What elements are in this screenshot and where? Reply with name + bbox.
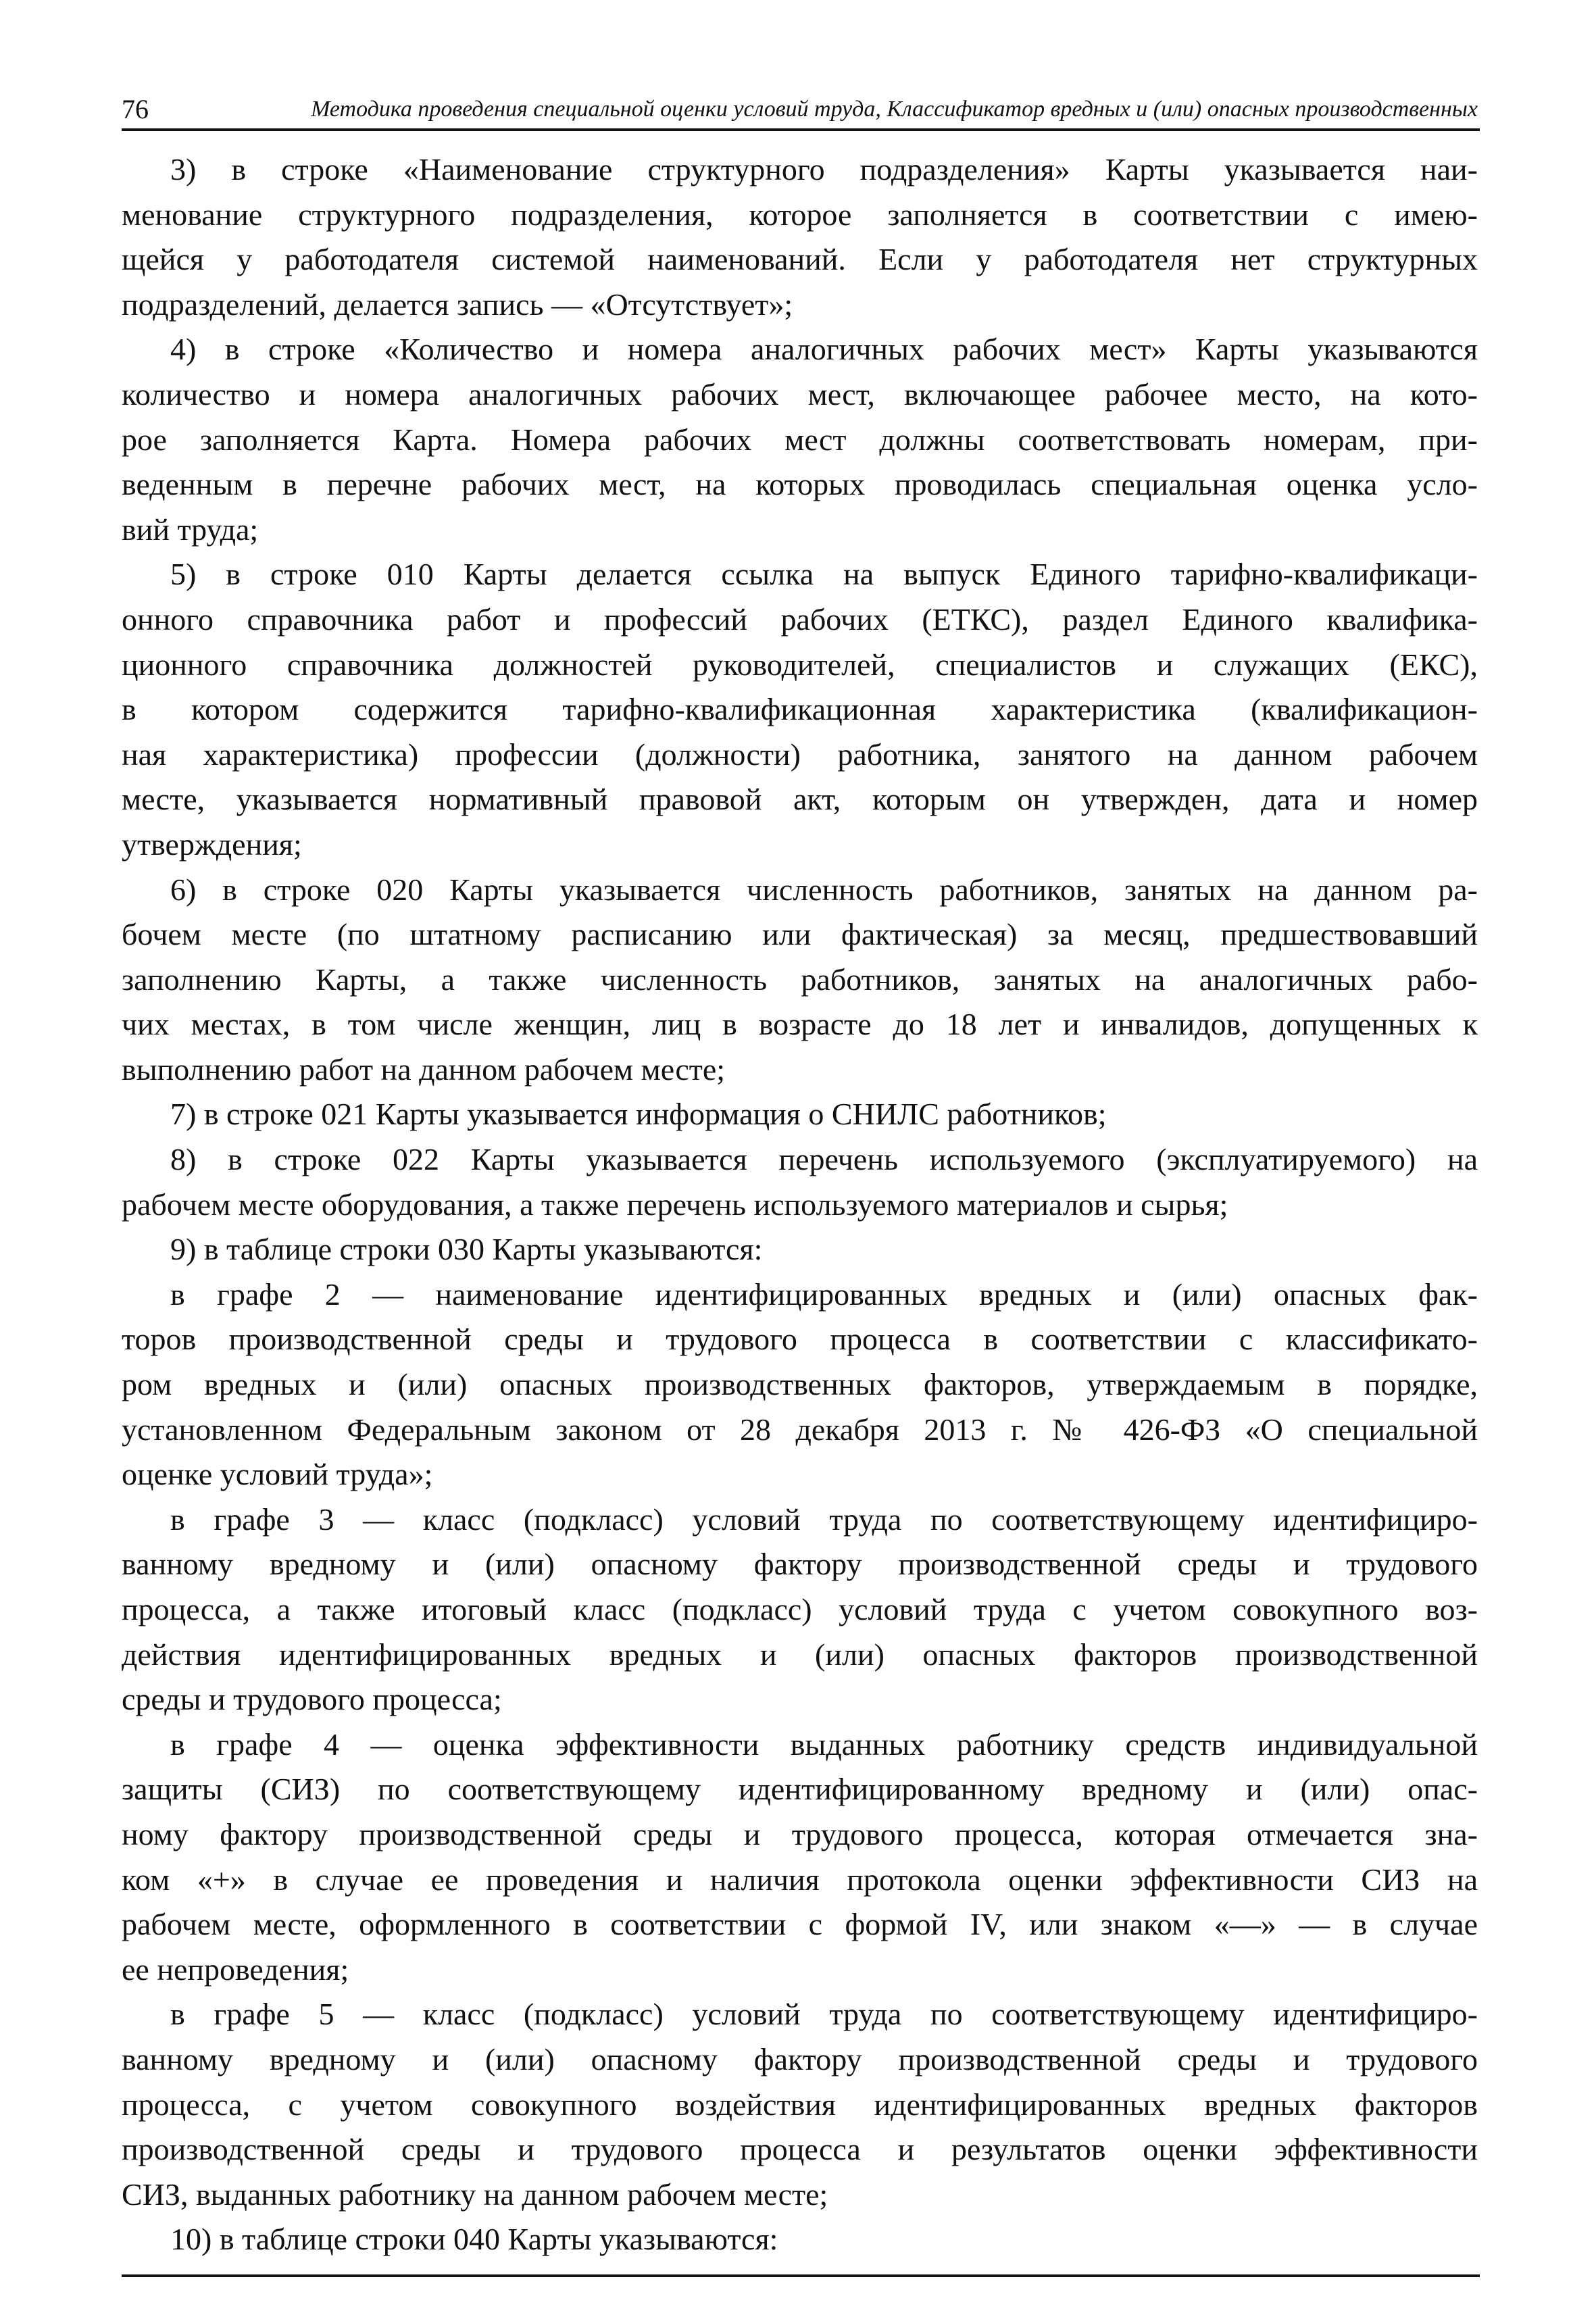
paragraph <box>122 552 1478 867</box>
text-line: в котором содержится тарифно-квалификационная характеристика (квалификацион- <box>122 692 1478 727</box>
text-line: утверждения; <box>122 826 302 862</box>
text-line: бочем месте (по штатному расписанию или фактическая) за месяц, предшествовавший <box>122 917 1478 952</box>
paragraph <box>122 1137 1478 1227</box>
text-line: ром вредных и (или) опасных производственных факторов, утверждаемым в порядке, <box>122 1367 1478 1402</box>
paragraph <box>122 147 1478 327</box>
text-line: ее непроведения; <box>122 1951 349 1987</box>
text-line: СИЗ, выданных работнику на данном рабочем месте; <box>122 2176 828 2212</box>
text-line: 5) в строке 010 Карты делается ссылка на выпуск Единого тарифно-квалификаци- <box>170 557 1478 592</box>
paragraph <box>122 1092 1478 1137</box>
paragraph <box>122 1272 1478 1497</box>
running-title: Методика проведения специальной оценки условий труда, Классификатор вредных и (или) опасных производственных <box>311 97 1478 122</box>
text-line: оценке условий труда»; <box>122 1457 433 1492</box>
text-line: 8) в строке 022 Карты указывается перечень используемого (эксплуатируемого) на <box>170 1142 1478 1177</box>
text-line: вий труда; <box>122 512 259 547</box>
text-line: в графе 5 — класс (подкласс) условий труда по соответствующему идентифициро- <box>170 1997 1478 2032</box>
paragraph <box>122 2217 1478 2262</box>
text-line: 10) в таблице строки 040 Карты указываются: <box>170 2222 778 2257</box>
text-line: ванному вредному и (или) опасному фактору производственной среды и трудового <box>122 1547 1478 1582</box>
text-line: выполнению работ на данном рабочем месте; <box>122 1051 726 1087</box>
text-line: ванному вредному и (или) опасному фактору производственной среды и трудового <box>122 2041 1478 2076</box>
text-line: подразделений, делается запись — «Отсутствует»; <box>122 287 793 322</box>
text-line: установленном Федеральным законом от 28 декабря 2013 г. № 426-ФЗ «О специальной <box>122 1412 1478 1447</box>
text-line: месте, указывается нормативный правовой акт, которым он утвержден, дата и номер <box>122 782 1478 817</box>
paragraph <box>122 1227 1478 1272</box>
text-line: среды и трудового процесса; <box>122 1682 502 1717</box>
text-line: торов производственной среды и трудового процесса в соответствии с классификато- <box>122 1322 1478 1357</box>
text-line: производственной среды и трудового процесса и результатов оценки эффективности <box>122 2132 1478 2167</box>
text-line: веденным в перечне рабочих мест, на которых проводилась специальная оценка усло- <box>122 467 1478 502</box>
text-line: ционного справочника должностей руководителей, специалистов и служащих (ЕКС), <box>122 647 1478 682</box>
text-line: рабочем месте оборудования, а также перечень используемого материалов и сырья; <box>122 1187 1228 1222</box>
text-line: процесса, с учетом совокупного воздействия идентифицированных вредных факторов <box>122 2087 1478 2122</box>
text-line: в графе 4 — оценка эффективности выданных работнику средств индивидуальной <box>170 1726 1478 1762</box>
text-line: количество и номера аналогичных рабочих мест, включающее рабочее место, на кото- <box>122 376 1478 412</box>
text-line: заполнению Карты, а также численность работников, занятых на аналогичных рабо- <box>122 962 1478 997</box>
text-line: ком «+» в случае ее проведения и наличия протокола оценки эффективности СИЗ на <box>122 1862 1478 1897</box>
page-number: 76 <box>122 94 149 124</box>
text-line: в графе 2 — наименование идентифицированных вредных и (или) опасных фак- <box>170 1276 1478 1312</box>
text-line: щейся у работодателя системой наименований. Если у работодателя нет структурных <box>122 242 1478 277</box>
paragraph <box>122 1722 1478 1993</box>
paragraph <box>122 1497 1478 1722</box>
page-header <box>122 92 1478 126</box>
text-line: действия идентифицированных вредных и (или) опасных факторов производственной <box>122 1637 1478 1672</box>
text-line: 4) в строке «Количество и номера аналогичных рабочих мест» Карты указываются <box>170 332 1478 367</box>
text-line: онного справочника работ и профессий рабочих (ЕТКС), раздел Единого квалифика- <box>122 601 1478 637</box>
document-body <box>122 147 1478 2262</box>
text-line: 6) в строке 020 Карты указывается численность работников, занятых на данном ра- <box>170 872 1478 907</box>
text-line: рабочем месте, оформленного в соответствии с формой IV, или знаком «—» — в случае <box>122 1907 1478 1942</box>
text-line: 9) в таблице строки 030 Карты указываются: <box>170 1232 763 1267</box>
text-line: процесса, а также итоговый класс (подкласс) условий труда с учетом совокупного воз- <box>122 1592 1478 1626</box>
text-line: в графе 3 — класс (подкласс) условий труда по соответствующему идентифициро- <box>170 1501 1478 1537</box>
text-line: защиты (СИЗ) по соответствующему идентифицированному вредному и (или) опас- <box>122 1772 1478 1807</box>
text-line: ная характеристика) профессии (должности) работника, занятого на данном рабочем <box>122 737 1478 772</box>
text-line: менование структурного подразделения, которое заполняется в соответствии с имею- <box>122 197 1478 232</box>
text-line: ному фактору производственной среды и трудового процесса, которая отмечается зна- <box>122 1816 1478 1851</box>
footer-rule <box>122 2274 1480 2277</box>
paragraph <box>122 868 1478 1093</box>
text-line: 7) в строке 021 Карты указывается информация о СНИЛС работников; <box>170 1097 1107 1132</box>
text-line: рое заполняется Карта. Номера рабочих мест должны соответствовать номерам, при- <box>122 422 1478 457</box>
paragraph <box>122 327 1478 552</box>
paragraph <box>122 1992 1478 2217</box>
text-line: чих местах, в том числе женщин, лиц в возрасте до 18 лет и инвалидов, допущенных к <box>122 1007 1478 1042</box>
header-rule <box>122 128 1480 131</box>
text-line: 3) в строке «Наименование структурного подразделения» Карты указывается наи- <box>170 152 1478 186</box>
